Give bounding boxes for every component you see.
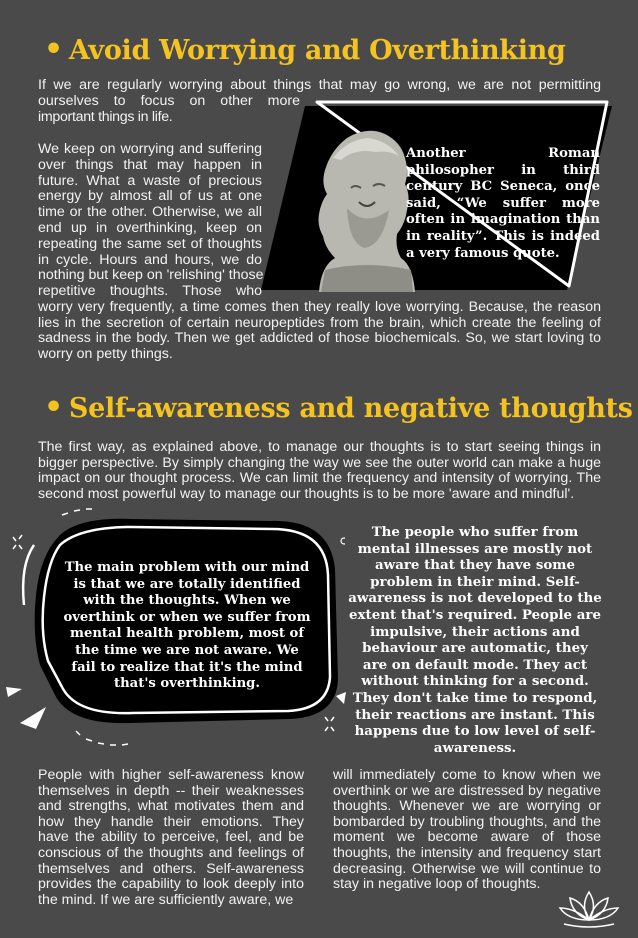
quote-box-text: Another Roman philosopher in third century BC Seneca, once said, “We suffer more often in imagination than in reality”. This is indeed a very famous quote. — [406, 146, 600, 261]
col-left: People with higher self-awareness know themselves in depth -- their weaknesses and strengths, what motivates them and how they handle their emotions. They have the ability to perceive, feel, and be conscious of the thoughts and feelings of themselves and others. Self-awareness provides the capability to look deeply into the mind. If we are sufficiently aware, we — [38, 767, 304, 908]
section1-p2-line: end up in overthinking, keep on — [38, 220, 262, 236]
section1-p2-line: future. What a waste of precious — [38, 172, 262, 189]
section1-p1-line2: ourselves to focus on other more — [38, 93, 300, 109]
section1-p2-line: time or the other. Otherwise, we all — [38, 204, 262, 221]
section1-p2-line: repetitive thoughts. Those who — [38, 283, 262, 300]
speech-bubble-text: The main problem with our mind is that we are totally identified with the thoughts. When we overthink or when we suffer from mental health problem, most of the time we are not aware. We fail to realize that it's the mind that's overthinking. — [63, 560, 311, 692]
section1-p2-line: repeating the same set of thoughts — [38, 235, 262, 252]
section1-p2-wide: worry very frequently, a time comes then they really love worrying. Because, the reason lies in the secretion of certain neuropeptides from the brain, which create the feeling of sadness in the body. Then we get addicted of those biochemicals. So, we start loving to worry on petty things. — [38, 299, 601, 362]
bullet-icon: • — [44, 32, 63, 67]
bullet-icon: • — [44, 390, 63, 425]
section1-p2-line: over things that may happen in — [38, 156, 262, 173]
section1-p1-line3: important things in life. — [38, 109, 173, 125]
section1-p2-line: nothing but keep on 'relishing' those — [38, 267, 264, 284]
lotus-icon — [556, 886, 622, 928]
section1-p2-line: We keep on worrying and suffering — [38, 141, 262, 157]
section2-p1: The first way, as explained above, to manage our thoughts is to start seeing things in bigger perspective. By simply changing the way we see the outer world can make a huge impact on our thought process. We can limit the frequency and intensity of worrying. The second most powerful way to manage our thoughts is to be more 'aware and mindful'. — [38, 439, 601, 502]
right-text-block: The people who suffer from mental illnesses are mostly not aware that they have some problem in their mind. Self-awareness is not developed to the extent that's required. People are impulsive, their actions and behaviour are automatic, they are on default mode. They act without thinking for a second. They don't take time to respond, their reactions are instant. This happens due to low level of self-awareness. — [348, 524, 602, 756]
section1-p2-line: in cycle. Hours and hours, we do — [38, 251, 262, 268]
section2-heading-text: Self-awareness and negative thoughts — [68, 393, 633, 424]
section1-heading — [44, 32, 566, 67]
section1-heading-text: Avoid Worrying and Overthinking — [68, 35, 566, 66]
section1-p2-line: energy by almost all of us at one — [38, 188, 262, 205]
section1-p1-line1: If we are regularly worrying about things that may go wrong, we are not permitting — [38, 77, 601, 93]
section2-heading — [44, 390, 633, 425]
philosopher-bust-image — [319, 131, 416, 292]
col-right: will immediately come to know when we overthink or we are distressed by negative thoughts. Whenever we are worrying or bombarded by troubling thoughts, and the moment we become aware of those thoughts, the intensity and frequency start decreasing. Otherwise we will continue to stay in negative loop of thoughts. — [333, 767, 601, 893]
